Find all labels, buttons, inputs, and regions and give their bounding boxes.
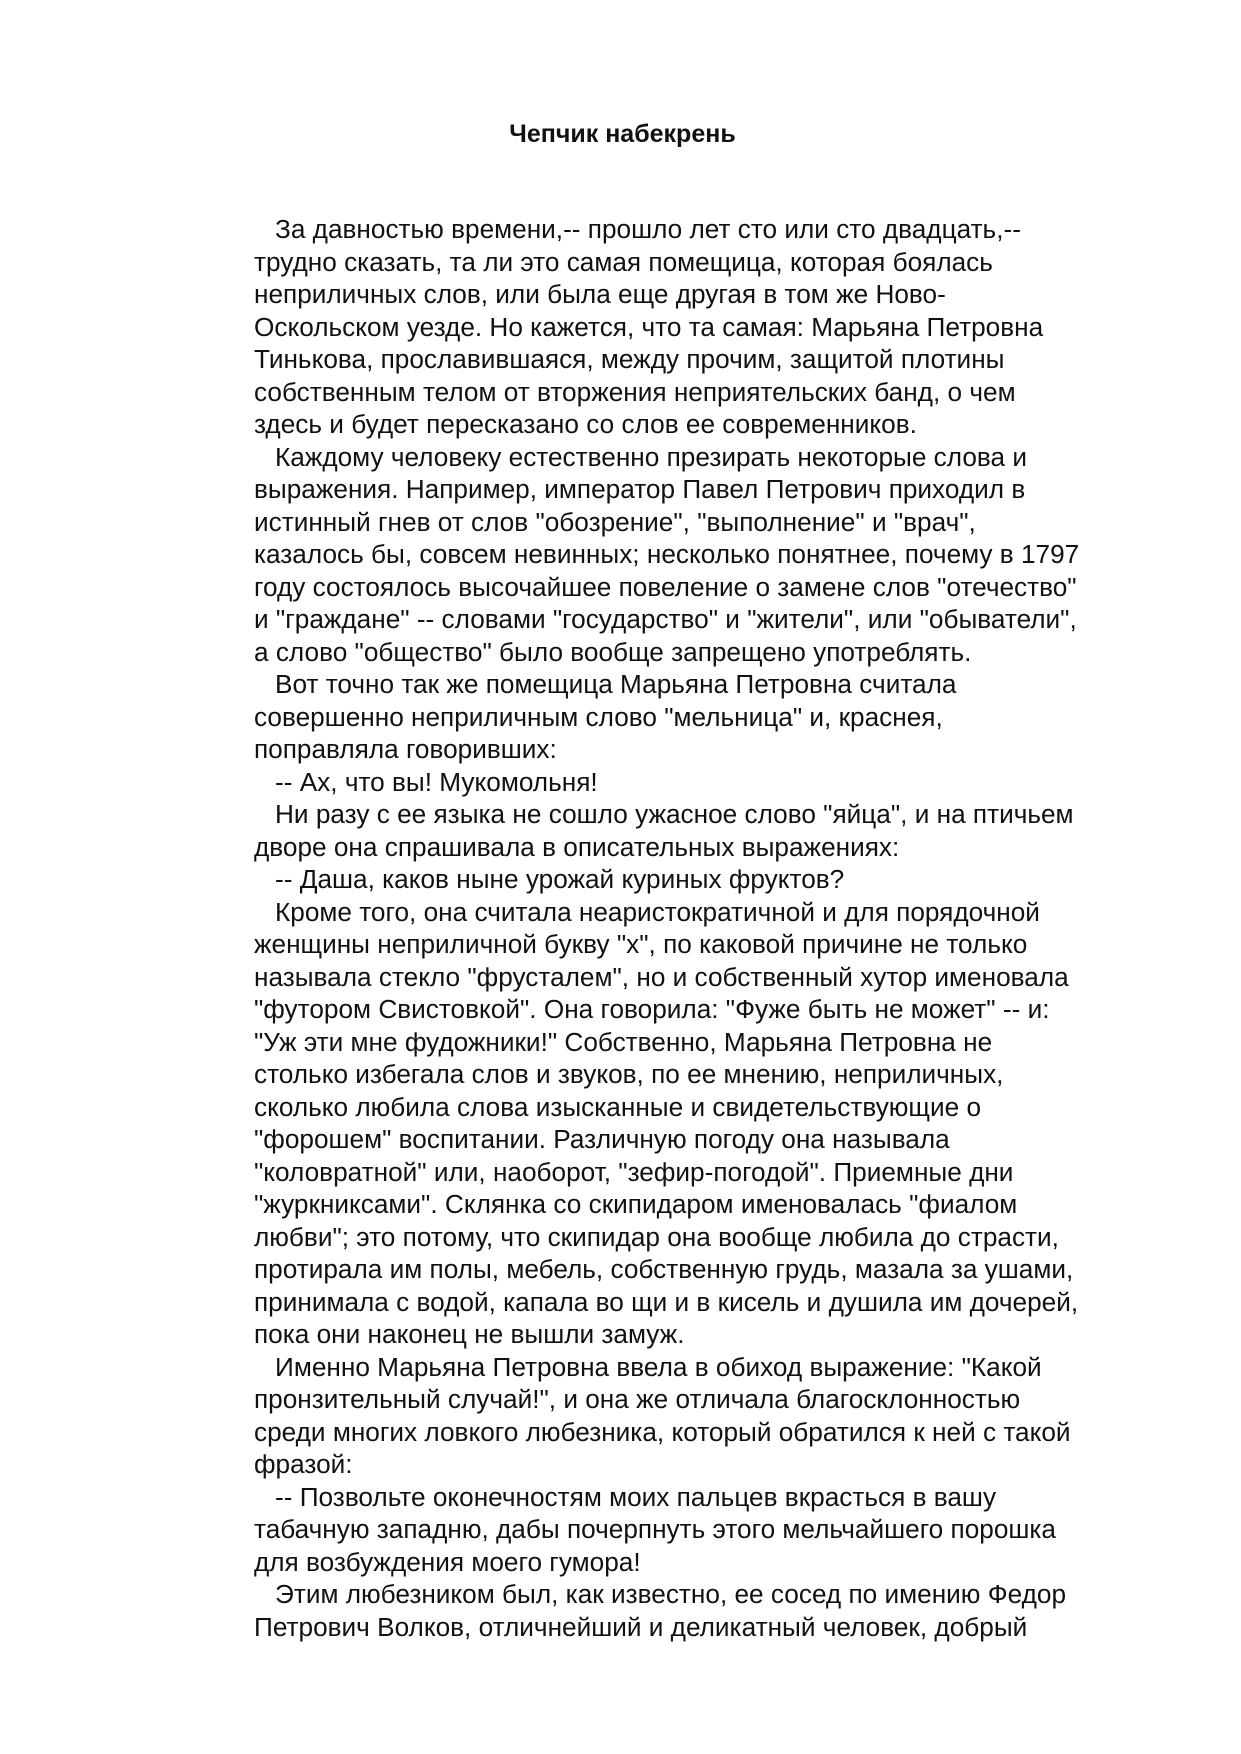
text-line: истинный гнев от слов "обозрение", "выполнение" и "врач", xyxy=(254,506,976,537)
text-line: фразой: xyxy=(254,1449,353,1479)
text-line: а слово "общество" было вообще запрещено употреблять. xyxy=(254,636,972,667)
paragraph-first-line: Кроме того, она считала неаристократичной и для порядочной xyxy=(275,896,1040,927)
paragraph-first-line: -- Позвольте оконечностям моих пальцев вкрасться в вашу xyxy=(275,1481,997,1512)
text-line: Тинькова, прославившаяся, между прочим, защитой плотины xyxy=(254,344,1005,374)
text-line: "форошем" воспитании. Различную погоду она называла xyxy=(254,1124,950,1154)
body-text xyxy=(254,213,1156,1643)
text-line: неприличных слов, или была еще другая в том же Ново- xyxy=(254,279,946,309)
page-title: Чепчик набекрень xyxy=(509,120,736,148)
text-line: любви"; это потому, что скипидар она вообще любила до страсти, xyxy=(254,1221,1059,1252)
text-line: трудно сказать, та ли это самая помещица, которая боялась xyxy=(254,246,993,277)
text-line: Оскольском уезде. Но кажется, что та самая: Марьяна Петровна xyxy=(254,311,1044,342)
paragraph-first-line: Этим любезником был, как известно, ее сосед по имению Федор xyxy=(275,1579,1067,1609)
paragraph-first-line: -- Ах, что вы! Мукомольня! xyxy=(275,766,598,797)
paragraph-first-line: Ни разу с ее языка не сошло ужасное слово "яйца", и на птичьем xyxy=(275,799,1074,829)
text-line: казалось бы, совсем невинных; несколько понятнее, почему в 1797 xyxy=(254,539,1080,569)
text-line: пока они наконец не вышли замуж. xyxy=(254,1319,685,1349)
text-line: называла стекло "фрусталем", но и собственный хутор именовала xyxy=(254,961,1069,992)
text-line: году состоялось высочайшее повеление о замене слов "отечество" xyxy=(254,571,1077,602)
text-line: совершенно неприличным слово "мельница" и, краснея, xyxy=(254,701,943,732)
text-line: среди многих ловкого любезника, который обратился к ней с такой xyxy=(254,1416,1071,1447)
paragraph-first-line: За давностью времени,-- прошло лет сто или сто двадцать,-- xyxy=(275,214,1021,244)
text-line: "журкниксами". Склянка со скипидаром именовалась "фиалом xyxy=(254,1189,1018,1219)
paragraph-first-line: Каждому человеку естественно презирать некоторые слова и xyxy=(275,441,1027,472)
text-line: поправляла говоривших: xyxy=(254,734,557,764)
text-line: выражения. Например, император Павел Петрович приходил в xyxy=(254,474,1026,504)
text-line: Петрович Волков, отличнейший и деликатный человек, добрый xyxy=(254,1611,1028,1642)
paragraph-first-line: Вот точно так же помещица Марьяна Петровна считала xyxy=(275,669,957,699)
text-line: протирала им полы, мебель, собственную грудь, мазала за ушами, xyxy=(254,1254,1074,1284)
text-line: здесь и будет пересказано со слов ее современников. xyxy=(254,409,917,439)
text-line: и "граждане" -- словами "государство" и "жители", или "обыватели", xyxy=(254,604,1077,634)
text-line: женщины неприличной букву "х", по каковой причине не только xyxy=(254,929,1028,959)
text-line: столько избегала слов и звуков, по ее мнению, неприличных, xyxy=(254,1059,1004,1089)
paragraph-first-line: Именно Марьяна Петровна ввела в обиход выражение: "Какой xyxy=(275,1351,1042,1382)
text-line: дворе она спрашивала в описательных выражениях: xyxy=(254,831,900,862)
text-line: пронзительный случай!", и она же отличала благосклонностью xyxy=(254,1384,1021,1414)
paragraph-first-line: -- Даша, каков ныне урожай куриных фруктов? xyxy=(275,864,845,894)
text-line: собственным телом от вторжения неприятельских банд, о чем xyxy=(254,376,1016,407)
text-line: для возбуждения моего гумора! xyxy=(254,1546,641,1577)
text-line: табачную западню, дабы почерпнуть этого мельчайшего порошка xyxy=(254,1514,1056,1544)
text-line: "коловратной" или, наоборот, "зефир-погодой". Приемные дни xyxy=(254,1156,1014,1187)
text-line: "Уж эти мне фудожники!" Собственно, Марьяна Петровна не xyxy=(254,1026,993,1057)
text-line: сколько любила слова изысканные и свидетельствующие о xyxy=(254,1091,982,1122)
text-line: "футором Свистовкой". Она говорила: "Фуже быть не может" -- и: xyxy=(254,994,1050,1024)
text-line: принимала с водой, капала во щи и в кисель и душила им дочерей, xyxy=(254,1286,1079,1317)
